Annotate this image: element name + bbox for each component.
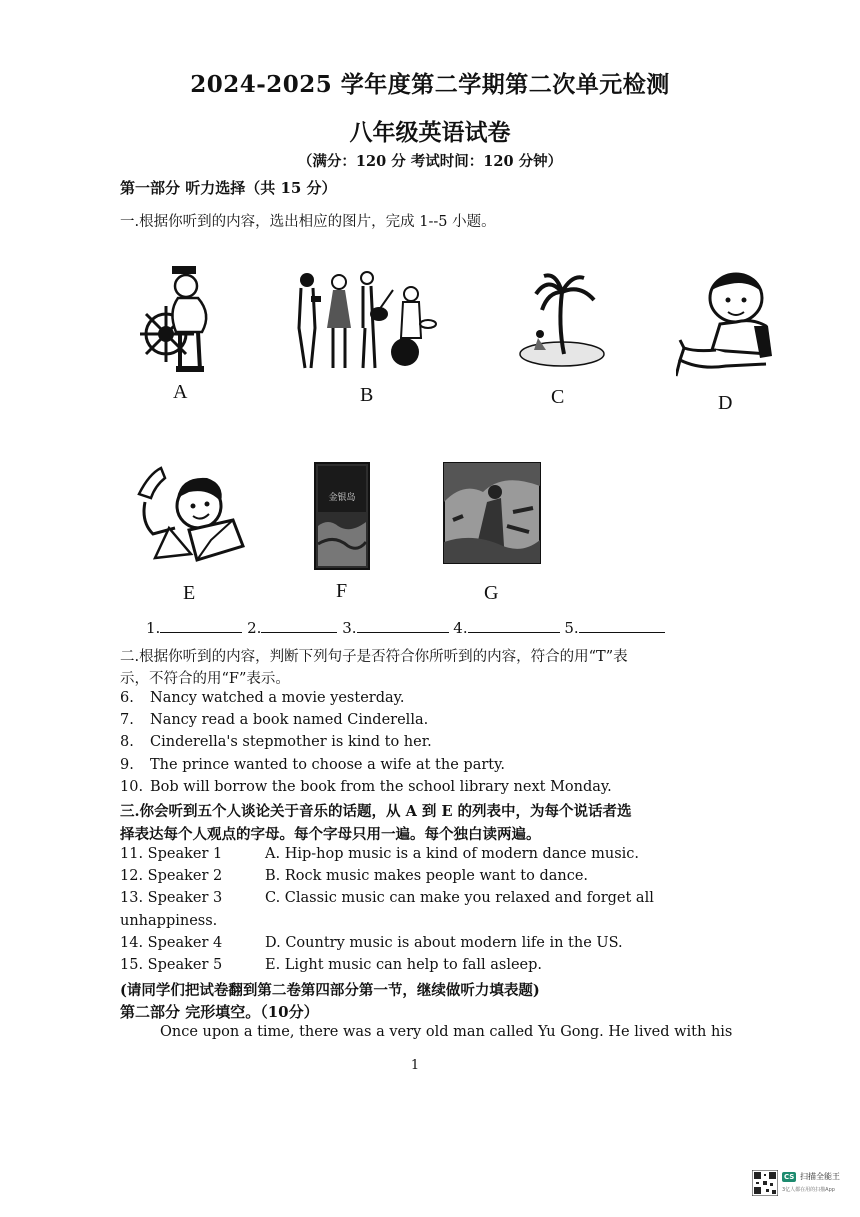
scanner-watermark: [752, 1166, 844, 1202]
exam-subtitle: 八年级英语试卷: [349, 119, 511, 146]
section2-instruction-line1: 二.根据你听到的内容，判断下列句子是否符合你所听到的内容，符合的用“T”表: [120, 649, 628, 665]
speaker-row-13-wrap: unhappiness.: [120, 913, 218, 929]
tf-item-10: 10. Bob will borrow the book from the school library next Monday.: [120, 779, 612, 795]
picture-d-boy-sitting: [676, 270, 788, 382]
picture-a-captain-at-wheel: [140, 262, 220, 377]
answer-blank-4[interactable]: [468, 618, 560, 633]
exam-title: 2024-2025 学年度第二学期第二次单元检测: [190, 71, 670, 98]
picture-f-book-cover: [314, 462, 370, 570]
picture-f-book-title: 金银岛: [328, 493, 356, 503]
answer-number-4: 4.: [453, 619, 468, 637]
speaker-row-13: 13. Speaker 3 C. Classic music can make you relaxed and forget all: [120, 890, 654, 906]
picture-g-jungle-scene: [443, 462, 541, 564]
qr-code-icon: [752, 1170, 778, 1196]
section3-note: (请同学们把试卷翻到第二卷第四部分第一节，继续做听力填表题): [120, 982, 540, 999]
answer-number-2: 2.: [247, 619, 262, 637]
section1-instruction: 一.根据你听到的内容，选出相应的图片，完成 1--5 小题。: [120, 214, 496, 230]
picture-c-label: C: [551, 386, 565, 408]
tf-item-7: 7. Nancy read a book named Cinderella.: [120, 712, 429, 728]
picture-d-label: D: [718, 392, 733, 414]
section3-instruction-line2: 择表达每个人观点的字母。每个字母只用一遍。每个独白读两遍。: [120, 826, 541, 843]
section2-instruction-line2: 示，不符合的用“F”表示。: [120, 671, 290, 687]
answer-blank-1[interactable]: [160, 618, 242, 633]
picture-c-island: [518, 270, 610, 370]
scanner-name: 扫描全能王: [800, 1172, 840, 1181]
scanner-badge: CS: [784, 1173, 795, 1181]
page-number: 1: [410, 1058, 420, 1073]
tf-item-9: 9. The prince wanted to choose a wife at the party.: [120, 757, 505, 773]
cloze-paragraph: Once upon a time, there was a very old man called Yu Gong. He lived with his: [160, 1024, 733, 1040]
tf-item-8: 8. Cinderella's stepmother is kind to her.: [120, 734, 432, 750]
picture-e-girl-reading: [135, 462, 245, 572]
scanner-tagline: 3亿人都在用的扫描App: [782, 1187, 835, 1193]
answer-number-1: 1.: [146, 619, 161, 637]
speaker-row-11: 11. Speaker 1 A. Hip-hop music is a kind of modern dance music.: [120, 846, 640, 862]
answer-blank-2[interactable]: [261, 618, 337, 633]
part2-heading: 第二部分 完形填空。（10分）: [120, 1003, 319, 1021]
picture-b-band: [293, 268, 438, 370]
answer-number-5: 5.: [564, 619, 579, 637]
picture-f-label: F: [336, 580, 348, 602]
part1-heading: 第一部分 听力选择（共 15 分）: [120, 179, 337, 197]
answer-blank-5[interactable]: [579, 618, 665, 633]
answer-number-3: 3.: [342, 619, 357, 637]
speaker-row-12: 12. Speaker 2 B. Rock music makes people want to dance.: [120, 868, 589, 884]
tf-item-6: 6. Nancy watched a movie yesterday.: [120, 690, 405, 706]
speaker-row-15: 15. Speaker 5 E. Light music can help to fall asleep.: [120, 957, 543, 973]
answer-blank-3[interactable]: [357, 618, 449, 633]
picture-e-label: E: [183, 582, 196, 604]
answer-blanks-row: [146, 618, 665, 637]
picture-a-label: A: [173, 381, 188, 403]
exam-meta: （满分：120 分 考试时间：120 分钟）: [297, 153, 563, 170]
section3-instruction-line1: 三.你会听到五个人谈论关于音乐的话题，从 A 到 E 的列表中，为每个说话者选: [120, 803, 632, 820]
speaker-row-14: 14. Speaker 4 D. Country music is about modern life in the US.: [120, 935, 623, 951]
picture-g-label: G: [484, 582, 499, 604]
picture-b-label: B: [360, 384, 374, 406]
